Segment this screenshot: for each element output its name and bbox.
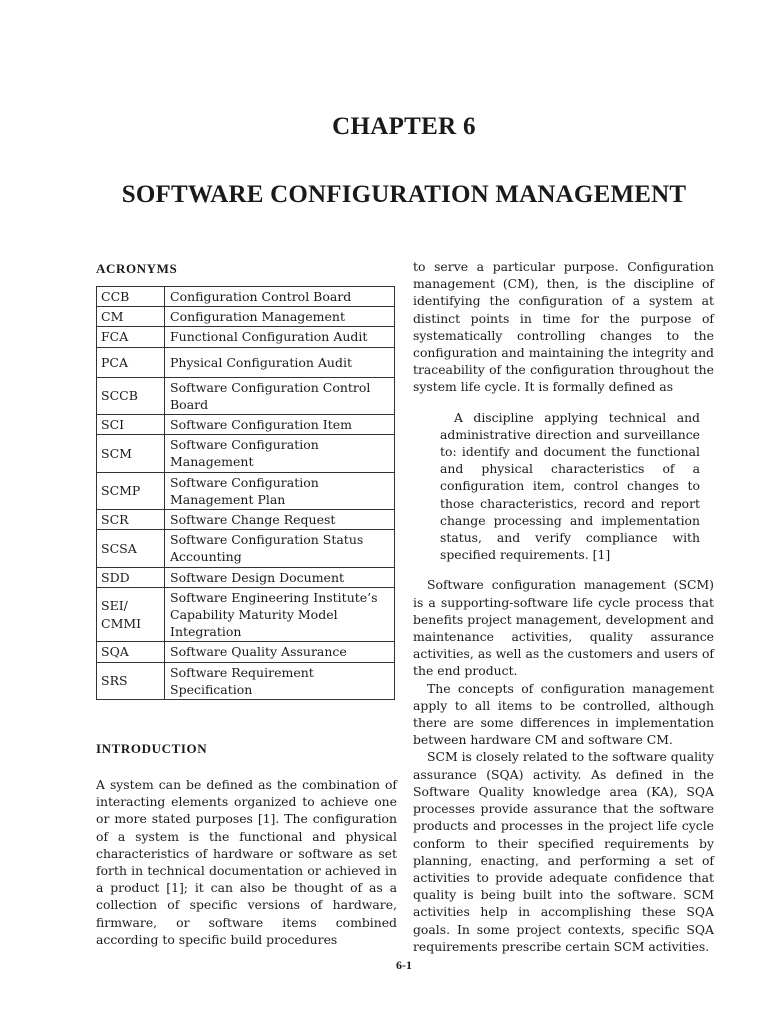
chapter-label: CHAPTER 6 <box>332 113 476 140</box>
acronym-abbr: SQA <box>97 642 165 662</box>
acronym-abbr: SCCB <box>97 377 165 414</box>
acronym-expansion: Physical Configuration Audit <box>165 347 395 377</box>
acronym-expansion: Software Design Document <box>165 567 395 587</box>
acronym-expansion: Configuration Control Board <box>165 287 395 307</box>
left-column <box>96 258 397 948</box>
acronym-expansion: Software Configuration Status Accounting <box>165 530 395 567</box>
acronym-abbr: FCA <box>97 327 165 347</box>
table-row <box>97 567 395 587</box>
table-row <box>97 347 395 377</box>
acronym-abbr: SCR <box>97 510 165 530</box>
acronym-abbr: CM <box>97 307 165 327</box>
acronym-expansion: Software Configuration Control Board <box>165 377 395 414</box>
acronym-abbr: SCI <box>97 415 165 435</box>
definition-quote: A discipline applying technical and administrative direction and surveillance to: identify and document the functional and physical characteristics of a configuration item, control changes to those characteristics, record and report change processing and implementation status, and verify compliance with specified requirements. [1] <box>440 409 700 563</box>
right-column <box>413 258 714 955</box>
acronym-abbr: SCMP <box>97 472 165 509</box>
acronym-expansion: Configuration Management <box>165 307 395 327</box>
body-paragraph: to serve a particular purpose. Configuration management (CM), then, is the discipline of identifying the configuration of a system at distinct points in time for the purpose of systematically controlling changes to the configuration and maintaining the integrity and traceability of the configuration throughout the system life cycle. It is formally defined as <box>413 259 714 395</box>
acronym-expansion: Software Configuration Management <box>165 435 395 472</box>
table-row <box>97 530 395 567</box>
introduction-heading: INTRODUCTION <box>96 741 208 757</box>
acronyms-heading: ACRONYMS <box>96 261 178 276</box>
acronym-expansion: Software Quality Assurance <box>165 642 395 662</box>
intro-paragraph: A system can be defined as the combination of interacting elements organized to achieve one or more stated purposes [1]. The configuration of a system is the functional and physical characteristics of hardware or software as set forth in technical documentation or achieved in a product [1]; it can also be thought of as a collection of specific versions of hardware, firmware, or software items combined according to specific build procedures <box>96 777 397 947</box>
table-row <box>97 587 395 642</box>
acronym-expansion: Software Change Request <box>165 510 395 530</box>
acronym-expansion: Software Configuration Management Plan <box>165 472 395 509</box>
acronym-abbr: CCB <box>97 287 165 307</box>
acronym-expansion: Functional Configuration Audit <box>165 327 395 347</box>
table-row <box>97 510 395 530</box>
acronym-abbr: PCA <box>97 347 165 377</box>
body-paragraph: SCM is closely related to the software quality assurance (SQA) activity. As defined in the Software Quality knowledge area (KA), SQA processes provide assurance that the software products and processes in the project life cycle conform to their specified requirements by planning, enacting, and performing a set of activities to provide adequate confidence that quality is being built into the software. SCM activities help in accomplishing these SQA goals. In some project contexts, specific SQA requirements prescribe certain SCM activities. <box>413 749 714 954</box>
chapter-title: SOFTWARE CONFIGURATION MANAGEMENT <box>121 181 687 208</box>
acronym-abbr: SDD <box>97 567 165 587</box>
table-row <box>97 435 395 472</box>
table-row <box>97 662 395 699</box>
table-row <box>97 307 395 327</box>
body-paragraph: Software configuration management (SCM) is a supporting-software life cycle process that benefits project management, development and maintenance activities, quality assurance activities, as well as the customers and users of the end product. <box>413 577 714 679</box>
acronym-expansion: Software Requirement Specification <box>165 662 395 699</box>
acronym-abbr: SCM <box>97 435 165 472</box>
body-paragraph: The concepts of configuration management apply to all items to be controlled, although there are some differences in implementation between hardware CM and software CM. <box>413 680 714 748</box>
acronym-expansion: Software Engineering Institute’s Capability Maturity Model Integration <box>165 587 395 642</box>
table-row <box>97 327 395 347</box>
acronyms-table <box>96 286 395 700</box>
table-row <box>97 377 395 414</box>
acronym-abbr: SEI/ CMMI <box>97 587 165 642</box>
acronym-abbr: SRS <box>97 662 165 699</box>
table-row <box>97 287 395 307</box>
table-row <box>97 642 395 662</box>
page-number: 6-1 <box>396 958 412 972</box>
table-row <box>97 415 395 435</box>
acronym-expansion: Software Configuration Item <box>165 415 395 435</box>
acronym-abbr: SCSA <box>97 530 165 567</box>
table-row <box>97 472 395 509</box>
